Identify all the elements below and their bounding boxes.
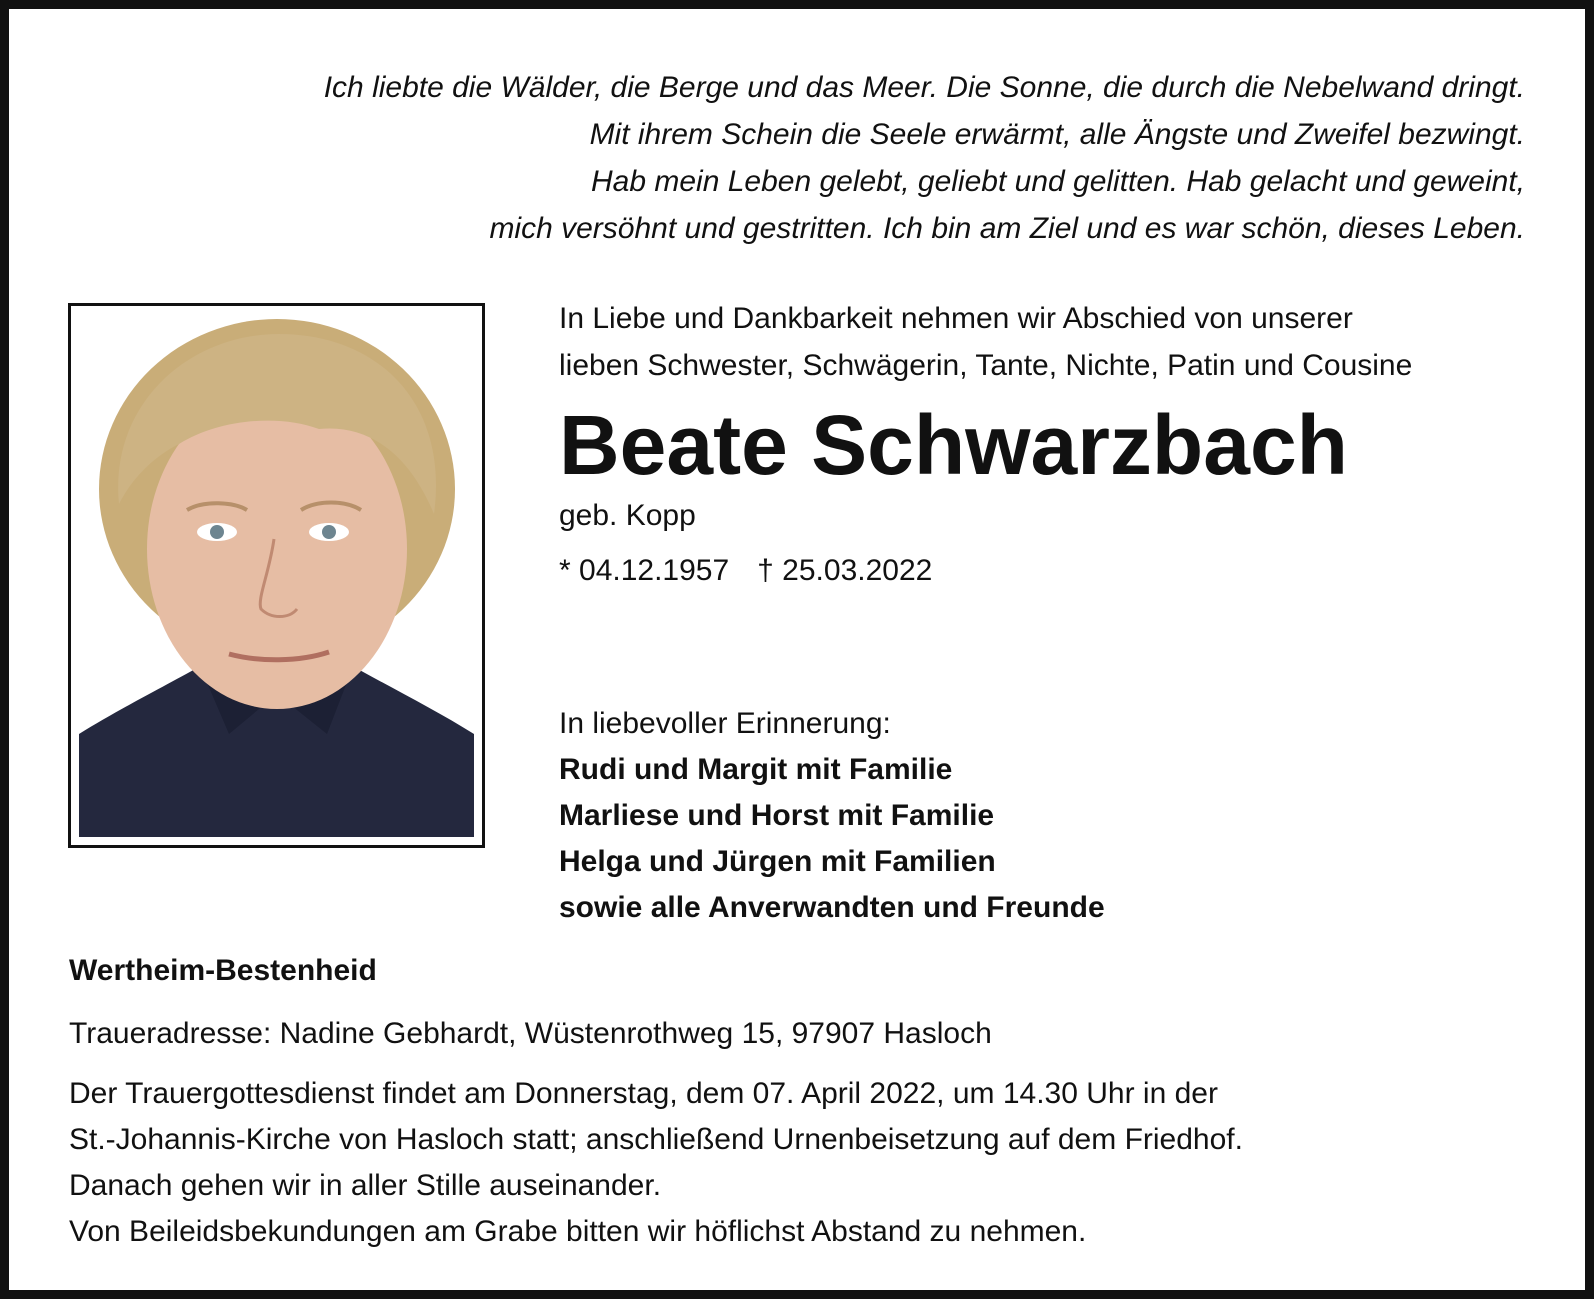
intro-text	[559, 295, 1412, 389]
mourners-section	[559, 701, 1105, 931]
service-line: Der Trauergottesdienst findet am Donnerstag, dem 07. April 2022, um 14.30 Uhr in der	[69, 1077, 1218, 1110]
mourners-heading: In liebevoller Erinnerung:	[559, 707, 891, 740]
birth-name: geb. Kopp	[559, 499, 696, 532]
death-date: † 25.03.2022	[757, 554, 933, 587]
poem	[125, 64, 1525, 252]
service-info	[69, 1071, 1243, 1255]
intro-line: lieben Schwester, Schwägerin, Tante, Nichte, Patin und Cousine	[559, 349, 1413, 382]
mourner-line: Rudi und Margit mit Familie	[559, 753, 953, 786]
mourner-line: Helga und Jürgen mit Familien	[559, 845, 996, 878]
birth-date: * 04.12.1957	[559, 554, 730, 587]
portrait-illustration	[79, 314, 474, 837]
poem-line: Mit ihrem Schein die Seele erwärmt, alle Ängste und Zweifel bezwingt.	[589, 118, 1525, 151]
portrait-photo	[79, 314, 474, 837]
poem-line: Hab mein Leben gelebt, geliebt und gelitten. Hab gelacht und geweint,	[591, 165, 1525, 198]
service-line: Danach gehen wir in aller Stille auseinander.	[69, 1169, 662, 1202]
mourning-address: Traueradresse: Nadine Gebhardt, Wüstenrothweg 15, 97907 Hasloch	[69, 1017, 992, 1050]
intro-line: In Liebe und Dankbarkeit nehmen wir Abschied von unserer	[559, 302, 1353, 335]
deceased-name: Beate Schwarzbach	[559, 398, 1348, 492]
mourner-line: Marliese und Horst mit Familie	[559, 799, 995, 832]
life-dates	[559, 551, 932, 591]
service-line: St.-Johannis-Kirche von Hasloch statt; anschließend Urnenbeisetzung auf dem Friedhof.	[69, 1123, 1243, 1156]
service-line: Von Beileidsbekundungen am Grabe bitten wir höflichst Abstand zu nehmen.	[69, 1215, 1087, 1248]
mourner-line: sowie alle Anverwandten und Freunde	[559, 891, 1105, 924]
poem-line: Ich liebte die Wälder, die Berge und das Meer. Die Sonne, die durch die Nebelwand dringt.	[323, 71, 1525, 104]
poem-line: mich versöhnt und gestritten. Ich bin am Ziel und es war schön, dieses Leben.	[489, 212, 1525, 245]
place-name: Wertheim-Bestenheid	[69, 954, 377, 987]
portrait-frame	[68, 303, 485, 848]
